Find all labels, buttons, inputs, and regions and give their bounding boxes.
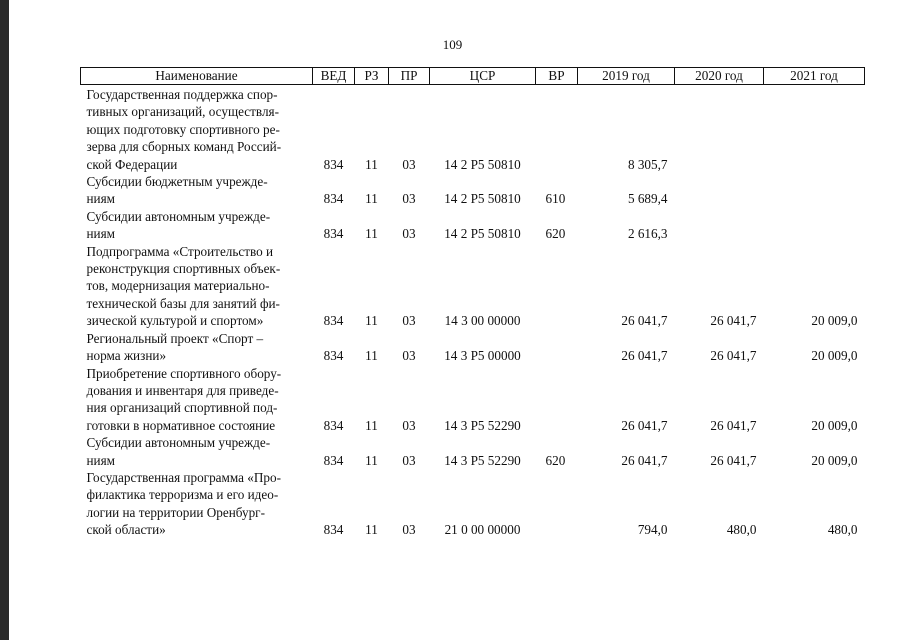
cell-csr: 14 3 Р5 52290: [444, 417, 521, 433]
cell-rz: 11: [365, 522, 378, 538]
cell-2019: 5 689,4: [627, 191, 668, 207]
header-2020: 2020 год: [675, 68, 764, 85]
cell-vr: [536, 469, 578, 539]
table-row: [81, 330, 865, 365]
header-2021: 2021 год: [764, 68, 865, 85]
name-line: зерва для сборных команд Россий-: [86, 139, 282, 155]
cell-name: [81, 243, 313, 330]
cell-rz: 11: [365, 452, 378, 468]
cell-rz: 11: [365, 156, 378, 172]
name-line: дования и инвентаря для приведе-: [86, 382, 279, 398]
name-line: ской области»: [86, 522, 166, 538]
name-line: Субсидии автономным учрежде-: [86, 435, 271, 451]
name-line: ниям: [86, 191, 116, 207]
cell-vr: [536, 330, 578, 365]
cell-pr: 03: [402, 348, 416, 364]
cell-pr: 03: [402, 226, 416, 242]
name-line: Государственная программа «Про-: [86, 469, 281, 485]
cell-name: [81, 365, 313, 435]
cell-csr: 21 0 00 00000: [444, 522, 521, 538]
cell-2020: [675, 85, 764, 174]
table-row: [81, 434, 865, 469]
table-row: [81, 208, 865, 243]
cell-rz: 11: [365, 417, 378, 433]
cell-vr: 620: [545, 452, 566, 468]
cell-csr: 14 3 Р5 52290: [444, 452, 521, 468]
name-line: ния организаций спортивной под-: [86, 400, 278, 416]
cell-name: [81, 469, 313, 539]
cell-csr: 14 2 Р5 50810: [444, 156, 521, 172]
name-line: Подпрограмма «Строительство и: [86, 243, 274, 259]
cell-2019: 26 041,7: [621, 313, 668, 329]
cell-2021: 20 009,0: [811, 452, 858, 468]
name-line: Субсидии автономным учрежде-: [86, 208, 271, 224]
name-line: реконструкция спортивных объек-: [86, 261, 281, 277]
cell-2021: 480,0: [827, 522, 858, 538]
cell-2021: 20 009,0: [811, 348, 858, 364]
cell-2020: 26 041,7: [710, 348, 757, 364]
cell-2019: 26 041,7: [621, 417, 668, 433]
table-row: [81, 365, 865, 435]
table-body: [81, 85, 865, 539]
cell-2019: 26 041,7: [621, 452, 668, 468]
name-line: тивных организаций, осуществля-: [86, 104, 279, 120]
name-line: филактика терроризма и его идео-: [86, 487, 279, 503]
cell-ved: 834: [323, 417, 344, 433]
cell-name: [81, 173, 313, 208]
name-line: ниям: [86, 452, 116, 468]
cell-2020: 480,0: [726, 522, 757, 538]
cell-2021: 20 009,0: [811, 417, 858, 433]
cell-2020: 26 041,7: [710, 313, 757, 329]
cell-vr: 620: [545, 226, 566, 242]
budget-table: [80, 67, 865, 539]
cell-csr: 14 2 Р5 50810: [444, 191, 521, 207]
cell-name: [81, 330, 313, 365]
cell-pr: 03: [402, 522, 416, 538]
name-line: тов, модернизация материально-: [86, 278, 270, 294]
page-number: 109: [442, 37, 463, 52]
cell-pr: 03: [402, 156, 416, 172]
cell-name: [81, 434, 313, 469]
cell-name: [81, 85, 313, 174]
name-line: технической базы для занятий фи-: [86, 295, 280, 311]
cell-ved: 834: [323, 522, 344, 538]
table-header-row: [81, 68, 865, 85]
cell-2019: 2 616,3: [627, 226, 668, 242]
cell-ved: 834: [323, 191, 344, 207]
name-line: готовки в нормативное состояние: [86, 417, 276, 433]
cell-2020: 26 041,7: [710, 452, 757, 468]
cell-ved: 834: [323, 226, 344, 242]
name-line: Приобретение спортивного обору-: [86, 365, 282, 381]
cell-ved: 834: [323, 313, 344, 329]
cell-ved: 834: [323, 156, 344, 172]
cell-vr: [536, 243, 578, 330]
name-line: ниям: [86, 226, 116, 242]
name-line: Субсидии бюджетным учрежде-: [86, 174, 268, 190]
cell-2020: [675, 208, 764, 243]
cell-rz: 11: [365, 348, 378, 364]
cell-ved: 834: [323, 348, 344, 364]
name-line: логии на территории Оренбург-: [86, 504, 265, 520]
cell-rz: 11: [365, 313, 378, 329]
cell-vr: [536, 85, 578, 174]
cell-2019: 26 041,7: [621, 348, 668, 364]
cell-2019: 794,0: [637, 522, 668, 538]
cell-2020: [675, 173, 764, 208]
cell-pr: 03: [402, 417, 416, 433]
cell-pr: 03: [402, 452, 416, 468]
cell-2019: 8 305,7: [627, 156, 668, 172]
scan-left-edge: [0, 0, 9, 640]
table-row: [81, 85, 865, 174]
header-rz: РЗ: [355, 68, 389, 85]
cell-name: [81, 208, 313, 243]
name-line: норма жизни»: [86, 348, 167, 364]
header-name: Наименование: [81, 68, 313, 85]
cell-rz: 11: [365, 226, 378, 242]
name-line: ской Федерации: [86, 156, 178, 172]
cell-csr: 14 3 00 00000: [444, 313, 521, 329]
table-row: [81, 243, 865, 330]
name-line: ющих подготовку спортивного ре-: [86, 121, 280, 137]
cell-2021: [764, 173, 865, 208]
cell-2021: 20 009,0: [811, 313, 858, 329]
table-row: [81, 173, 865, 208]
header-csr: ЦСР: [430, 68, 536, 85]
cell-2021: [764, 208, 865, 243]
cell-vr: [536, 365, 578, 435]
cell-ved: 834: [323, 452, 344, 468]
cell-pr: 03: [402, 191, 416, 207]
name-line: Государственная поддержка спор-: [86, 87, 278, 102]
cell-2020: 26 041,7: [710, 417, 757, 433]
header-vr: ВР: [536, 68, 578, 85]
cell-2021: [764, 85, 865, 174]
header-pr: ПР: [389, 68, 430, 85]
name-line: Региональный проект «Спорт –: [86, 330, 264, 346]
table-row: [81, 469, 865, 539]
cell-csr: 14 2 Р5 50810: [444, 226, 521, 242]
cell-vr: 610: [545, 191, 566, 207]
header-ved: ВЕД: [313, 68, 355, 85]
cell-csr: 14 3 Р5 00000: [444, 348, 521, 364]
header-2019: 2019 год: [578, 68, 675, 85]
cell-pr: 03: [402, 313, 416, 329]
name-line: зической культурой и спортом»: [86, 313, 264, 329]
cell-rz: 11: [365, 191, 378, 207]
